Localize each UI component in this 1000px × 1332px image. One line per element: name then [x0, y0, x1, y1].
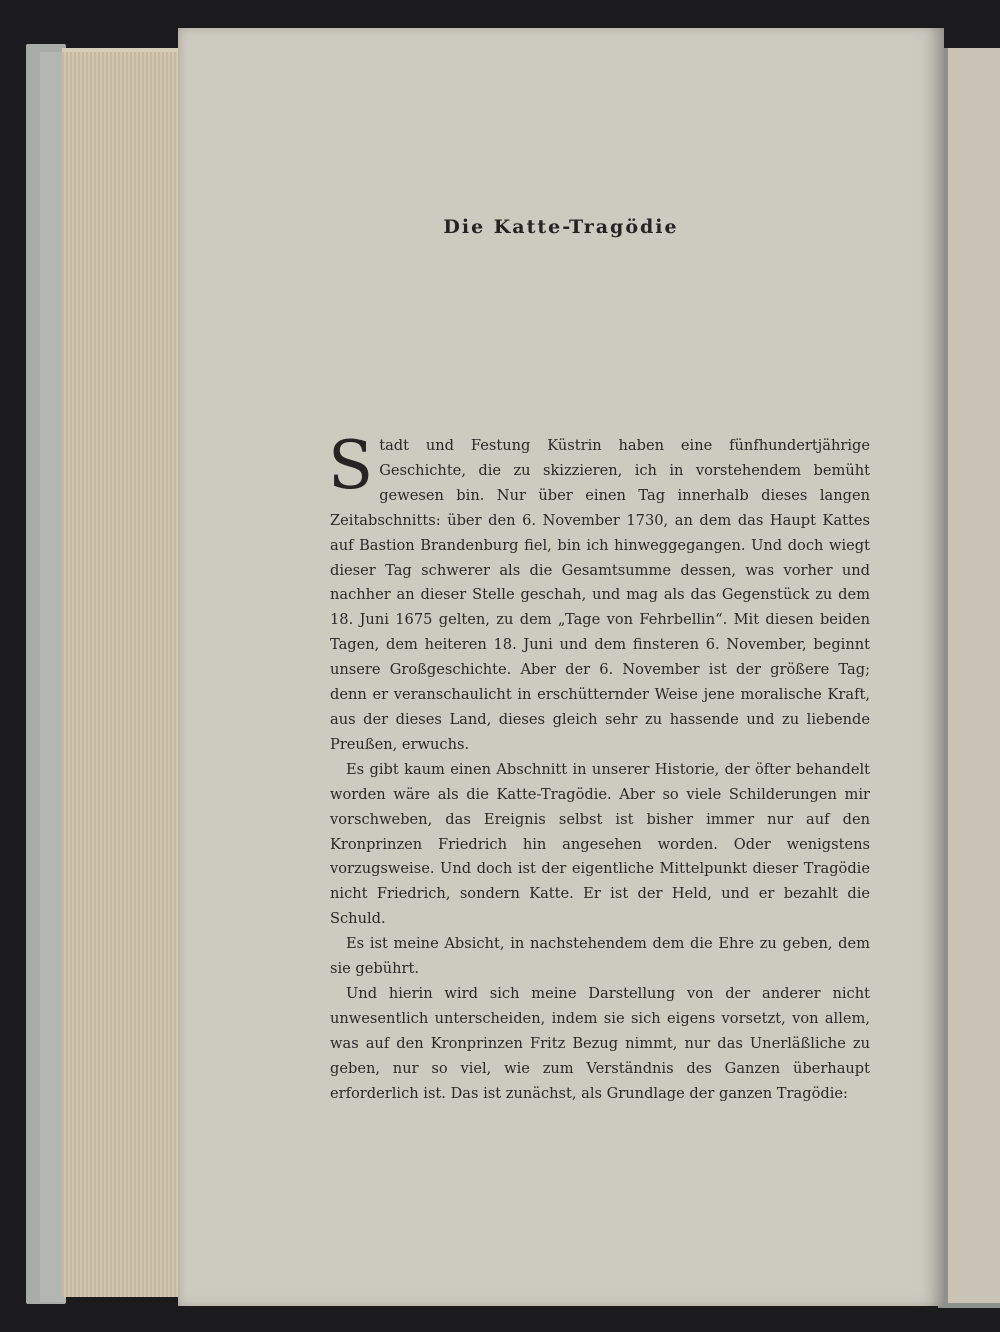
paragraph-2: Es gibt kaum einen Abschnitt in unserer Historie, der öfter behandelt worden wäre als die Katte-Tragödie. Aber so viele Schilderungen mir vorschweben, das Ereignis selbst ist bisher immer nur auf den Kronprinzen Friedrich hin angesehen worden. Oder wenigstens vorzugsweise. Und doch ist der eigentliche Mittelpunkt dieser Tragödie nicht Friedrich, sondern Katte. Er ist der Held, und er bezahlt die Schuld.	[330, 760, 870, 928]
page-edges	[62, 52, 182, 1297]
facing-page-edge	[948, 48, 1000, 1303]
chapter-title: Die Katte-Tragödie	[443, 216, 679, 238]
body-text	[328, 427, 870, 1106]
paragraph-1-text: tadt und Festung Küstrin haben eine fünfhundertjährige Geschichte, die zu skizzieren, ich in vorstehendem bemüht gewesen bin. Nur über einen Tag innerhalb dieses langen Zeitabschnitts: über den 6. November 1730, an dem das Haupt Kattes auf Bastion Brandenburg fiel, bin ich hinweggegangen. Und doch wiegt dieser Tag schwerer als die Gesamtsumme dessen, was vorher und nachher an dieser Stelle geschah, und mag als das Gegenstück zu dem 18. Juni 1675 gelten, zu dem „Tage von Fehrbellin“. Mit diesen beiden Tagen, dem heiteren 18. Juni und dem finsteren 6. November, beginnt unsere Großgeschichte. Aber der 6. November ist der größere Tag; denn er veranschaulicht in erschütternder Weise jene moralische Kraft, aus der dieses Land, dieses gleich sehr zu hassende und zu liebende Preußen, erwuchs.	[330, 437, 870, 753]
paragraph-1	[328, 427, 870, 758]
paragraph-4: Und hierin wird sich meine Darstellung von der anderer nicht unwesentlich unterscheiden, indem sie sich eigens vorsetzt, von allem, was auf den Kronprinzen Fritz Bezug nimmt, nur das Unerläßliche zu geben, nur so viel, wie zum Verständnis des Ganzen überhaupt erforderlich ist. Das ist zunächst, als Grundlage der ganzen Tragödie:	[330, 984, 870, 1102]
book-page	[178, 28, 944, 1306]
paragraph-3: Es ist meine Absicht, in nachstehendem dem die Ehre zu geben, dem sie gebührt.	[330, 935, 870, 978]
drop-cap: S	[328, 427, 374, 504]
